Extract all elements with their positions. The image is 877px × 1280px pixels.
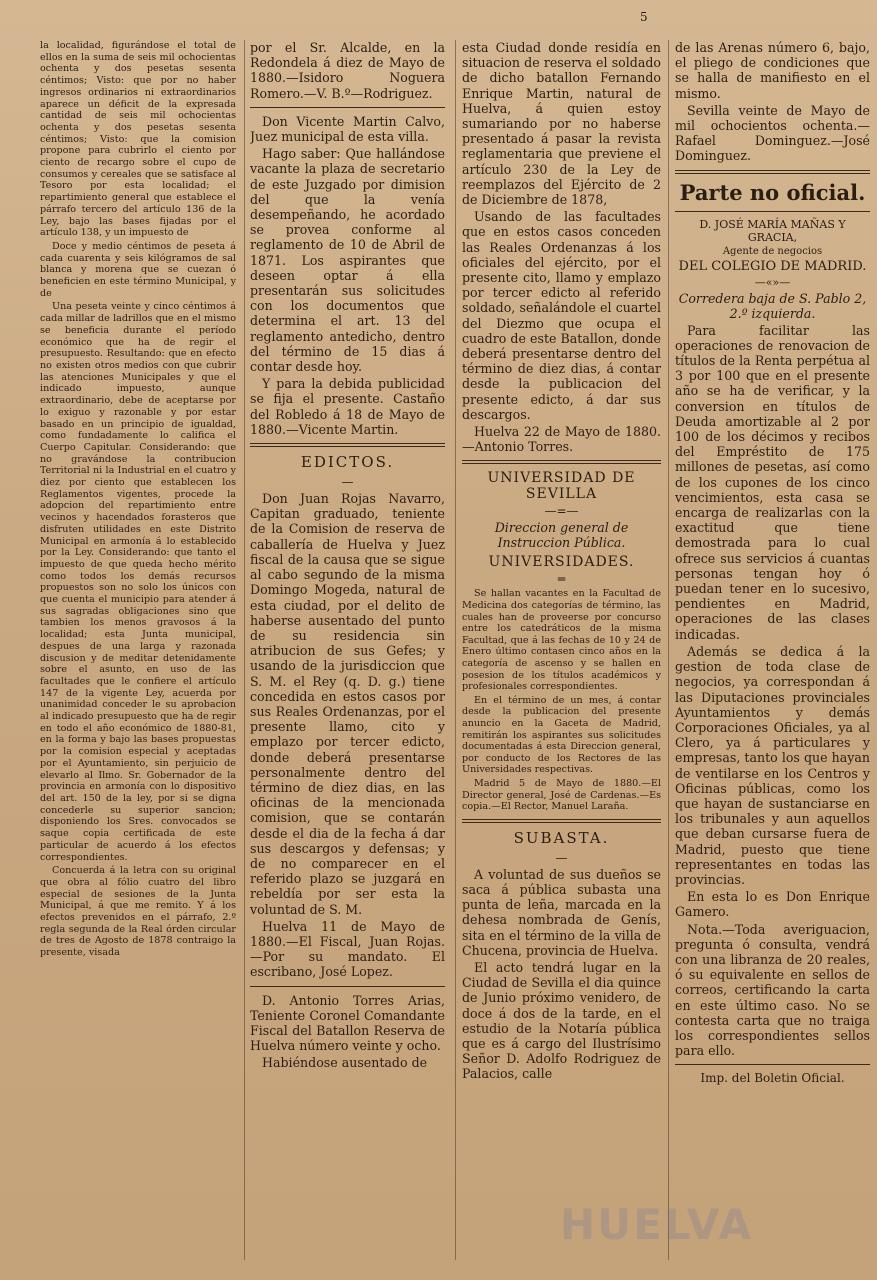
- dash-separator: —: [341, 475, 354, 490]
- column-4: [675, 40, 870, 1260]
- page-number: 5: [640, 10, 648, 24]
- univ-paragraph: Madrid 5 de Mayo de 1880.—El Director general, José de Cardenas.—Es copia.—El Rector, Manuel Laraña.: [462, 777, 661, 813]
- ad-paragraph: En esta lo es Don Enrique Gamero.: [675, 889, 870, 920]
- dash-separator: —: [555, 850, 568, 865]
- section-rule: [250, 443, 445, 447]
- edict-paragraph: D. Antonio Torres Arias, Teniente Coronel Comandante Fiscal del Batallon Reserva de Huelva número veinte y ocho.: [250, 992, 445, 1054]
- section-rule: [462, 460, 661, 464]
- col1-paragraph: Una peseta veinte y cinco céntimos á cada millar de ladrillos que en el mismo se beneficia durante el período económico que ha de regir el presupuesto. Resultando: que en efecto no existen otros medios con que cubrir las atenciones Municipales y que el indicado impuesto, aunque extraordinario, debe de aceptarse por lo exiguo y razonable y por estar basado en un principio de igualdad, como fundadamente lo califica el Cuerpo Capitular. Considerando: que no gravándose la contribucion Territorial ni la Industrial en el cuatro y diez por ciento que establecen los Reglamentos vigentes, procede la adopcion del repartimiento entre vecinos y hacendados forasteros que disfruten utilidades en este Distrito Municipal en armonía á lo establecido por la Ley. Considerando: que tanto el impuesto de que queda hecho mérito como todos los demás recursos propuestos son no solo los únicos con que cuenta el municipio para atender á sus sagradas obligaciones sino que tambien los menos gravosos á la localidad; esta Junta municipal, despues de una larga y razonada discusion y de meditar detenidamente sobre el asunto, en uso de las facultades que le confiere el artículo 147 de la vigente Ley, acuerda por unanimidad conceder le su aprobacion al indicado presupuesto que ha de regir en todo el año económico de 1880-81, en la forma y bajo las bases propuestas por la comision especial y aceptadas por el Ayuntamiento, sin perjuicio de elevarlo al Ilmo. Sr. Gobernador de la provincia en armonía con lo dispositivo del art. 150 de la ley, por si se digna concederle su superior sancion; disponiendo los Sres. convocados se saque copia certificada de este particular de acuerdo á los efectos correspondientes.: [40, 301, 236, 863]
- subasta-paragraph: El acto tendrá lugar en la Ciudad de Sevilla el dia quince de Junio próximo venidero, de doce á dos de la tarde, en el estudio de la Notaría pública que es á cargo del Ilustrísimo Señor D. Adolfo Rodriguez de Palacios, calle: [462, 959, 661, 1082]
- ad-paragraph: Para facilitar las operaciones de renovacion de títulos de la Renta perpétua al 3 por 100 que en el presente año se ha de verificar, y la conversion en títulos de Deuda amortizable al 2 por 100 de los décimos y recibos del Empréstito de 175 millones de pesetas, así como de los cupones de los cinco vencimientos, esta casa se encarga de realizarlas con la exactitud que tiene demostrada para lo cual ofrece sus servicios á cuantas personas tengan hoy ó puedan tener en lo sucesivo, pendientes en Madrid, operaciones de las clases indicadas.: [675, 322, 870, 642]
- dash-separator: —=—: [544, 504, 579, 519]
- column-divider: [455, 40, 456, 1260]
- col1-paragraph: Concuerda á la letra con su original que obra al fólio cuatro del libro especial de sesiones de la Junta Municipal, á que me remito. Y á los efectos prevenidos en el párrafo, 2.º regla segunda de la Real órden circular de tres de Agosto de 1878 contraigo la presente, visada: [40, 865, 236, 959]
- subasta-paragraph: A voluntad de sus dueños se saca á pública subasta una punta de leña, marcada en la dehesa nombrada de Genís, sita en el término de la villa de Chucena, provincia de Huelva.: [462, 866, 661, 958]
- subasta-paragraph: de las Arenas número 6, bajo, el pliego de condiciones que se halla de manifiesto en el mismo.: [675, 40, 870, 101]
- section-rule: [250, 986, 445, 987]
- column-2: [250, 40, 445, 1260]
- edict-paragraph: esta Ciudad donde residía en situacion de reserva el soldado de dicho batallon Fernando Enrique Martin, natural de Huelva, á quien estoy sumariando por no haberse presentado á pasar la revista reglamentaria que previene el artículo 230 de la Ley de reemplazos del Ejército de 2 de Diciembre de 1878,: [462, 40, 661, 208]
- univ-paragraph: En el término de un mes, á contar desde la publicacion del presente anuncio en la Gaceta de Madrid, remitirán los aspirantes sus solicitudes documentadas á esta Direccion general, por conducto de los Rectores de las Universidades respectivas.: [462, 694, 661, 776]
- col1-paragraph: la localidad, figurándose el total de ellos en la suma de seis mil ochocientas ochenta y dos pesetas sesenta céntimos; Visto: que por no haber ingresos ordinarios ni extraordinarios aparece un déficit de la expresada cantidad de seis mil ochocientas ochenta y dos pesetas sesenta céntimos; Visto: que la comision propone para cubrirlo el ciento por ciento de recargo sobre el cupo de consumos y cereales que se satisface al Tesoro por esta localidad; el repartimiento general que establece el párrafo tercero del artículo 136 de la Ley, bajo las bases fijadas por el artículo 138, y un impuesto de: [40, 40, 236, 239]
- agent-address: Corredera baja de S. Pablo 2, 2.º izquierda.: [678, 290, 867, 321]
- heading-parte-no-oficial: Parte no oficial.: [679, 179, 866, 205]
- column-1: [40, 40, 236, 1260]
- heading-direccion: Direccion general de Instruccion Pública.: [494, 520, 629, 551]
- ad-paragraph: Nota.—Toda averiguacion, pregunta ó consulta, vendrá con una libranza de 20 reales, ó su equivalente en sellos de correos, certificando la carta en este último caso. No se contesta carta que no traiga los correspondientes sellos para ello.: [675, 921, 870, 1059]
- edict-paragraph: Huelva 11 de Mayo de 1880.—El Fiscal, Juan Rojas.—Por su mandato. El escribano, José Lopez.: [250, 918, 445, 980]
- section-rule: [675, 211, 870, 212]
- edict-paragraph: Hago saber: Que hallándose vacante la plaza de secretario de este Juzgado por dimision del que la venía desempeñando, he acordado se provea conforme al reglamento de 10 de Abril de 1871. Los aspirantes que deseen optar á ella presentarán sus solicitudes con los documentos que determina el art. 13 del reglamento antedicho, dentro del término de 15 dias á contar desde hoy.: [250, 146, 445, 375]
- column-3: [462, 40, 661, 1260]
- imprint: Imp. del Boletin Oficial.: [700, 1071, 845, 1086]
- heading-edictos: EDICTOS.: [300, 453, 395, 472]
- column-divider: [668, 40, 669, 1260]
- dash-separator: ═: [557, 572, 566, 587]
- visa-text: por el Sr. Alcalde, en la Redondela á diez de Mayo de 1880.—Isidoro Noguera Romero.—V. B.º—Rodriguez.: [250, 40, 445, 101]
- edict-paragraph: Habiéndose ausentado de: [262, 1055, 428, 1071]
- heading-universidad: UNIVERSIDAD DE SEVILLA: [487, 470, 636, 503]
- heading-subasta: SUBASTA.: [513, 828, 610, 847]
- section-rule: [462, 819, 661, 823]
- edict-paragraph: Huelva 22 de Mayo de 1880.—Antonio Torres.: [462, 424, 661, 455]
- section-rule: [675, 1064, 870, 1065]
- edict-paragraph: Y para la debida publicidad se fija el presente. Castaño del Robledo á 18 de Mayo de 1880.—Vicente Martin.: [250, 376, 445, 437]
- ad-paragraph: Además se dedica á la gestion de toda clase de negocios, ya correspondan á las Diputaciones provinciales Ayuntamientos y demás Corporaciones Oficiales, ya al Clero, ya á particulares y empresas, tanto los que hayan de ventilarse en los Centros y Oficinas públicas, como los que hayan de sustanciarse en los tribunales y aun aquellos que deban cursarse fuera de Madrid, puesto que tiene representantes en todas las provincias.: [675, 643, 870, 887]
- edict-paragraph: Don Juan Rojas Navarro, Capitan graduado, teniente de la Comision de reserva de caballería de Huelva y Juez fiscal de la causa que se sigue al cabo segundo de la misma Domingo Mogeda, natural de esta ciudad, por el delito de haberse ausentado del punto de su residencia sin atribucion de sus Gefes; y usando de la jurisdiccion que S. M. el Rey (q. D. g.) tiene concedida en estos casos por sus Reales Ordenanzas, por el presente llamo, cito y emplazo por tercer edicto, donde deberá presentarse personalmente dentro del término de diez dias, en las oficinas de la mencionada comision, que se contarán desde el dia de la fecha á dar sus descargos y defensas; y de no comparecer en el referido plazo se juzgará en rebeldía por ser esta la voluntad de S. M.: [250, 491, 445, 917]
- heading-universidades: UNIVERSIDADES.: [488, 554, 635, 571]
- section-rule: [675, 170, 870, 174]
- edict-paragraph: Don Vicente Martin Calvo, Juez municipal de esta villa.: [250, 113, 445, 145]
- col1-paragraph: Doce y medio céntimos de peseta á cada cuarenta y seis kilógramos de sal blanca y morena que se cuezan ó beneficien en este término Municipal, y de: [40, 240, 236, 299]
- univ-paragraph: Se hallan vacantes en la Facultad de Medicina dos categorías de término, las cuales han de proveerse por concurso entre los catedráticos de la misma Facultad, que á las fechas de 10 y 24 de Enero último contasen cinco años en la categoría de ascenso y se hallen en posesion de los títulos académicos y profesionales correspondientes.: [462, 588, 661, 693]
- agent-role: Agente de negocios: [722, 245, 823, 257]
- agent-name: D. JOSÉ MARÍA MAÑAS Y GRACIA,: [699, 217, 846, 244]
- column-divider: [244, 40, 245, 1260]
- section-rule: [250, 107, 445, 108]
- agent-org: DEL COLEGIO DE MADRID.: [678, 258, 867, 274]
- ornament: —«»—: [754, 275, 791, 289]
- watermark: HUELVA: [560, 1200, 754, 1249]
- edict-paragraph: Usando de las facultades que en estos casos conceden las Reales Ordenanzas á los oficiales del ejército, por el presente cito, llamo y emplazo por tercer edicto al referido soldado, señalándole el cuartel del Diezmo que ocupa el cuadro de este Batallon, donde deberá presentarse dentro del término de diez dias, á contar desde la publicacion del presente edicto, á dar sus descargos.: [462, 209, 661, 422]
- subasta-paragraph: Sevilla veinte de Mayo de mil ochocientos ochenta.—Rafael Dominguez.—José Dominguez.: [675, 102, 870, 164]
